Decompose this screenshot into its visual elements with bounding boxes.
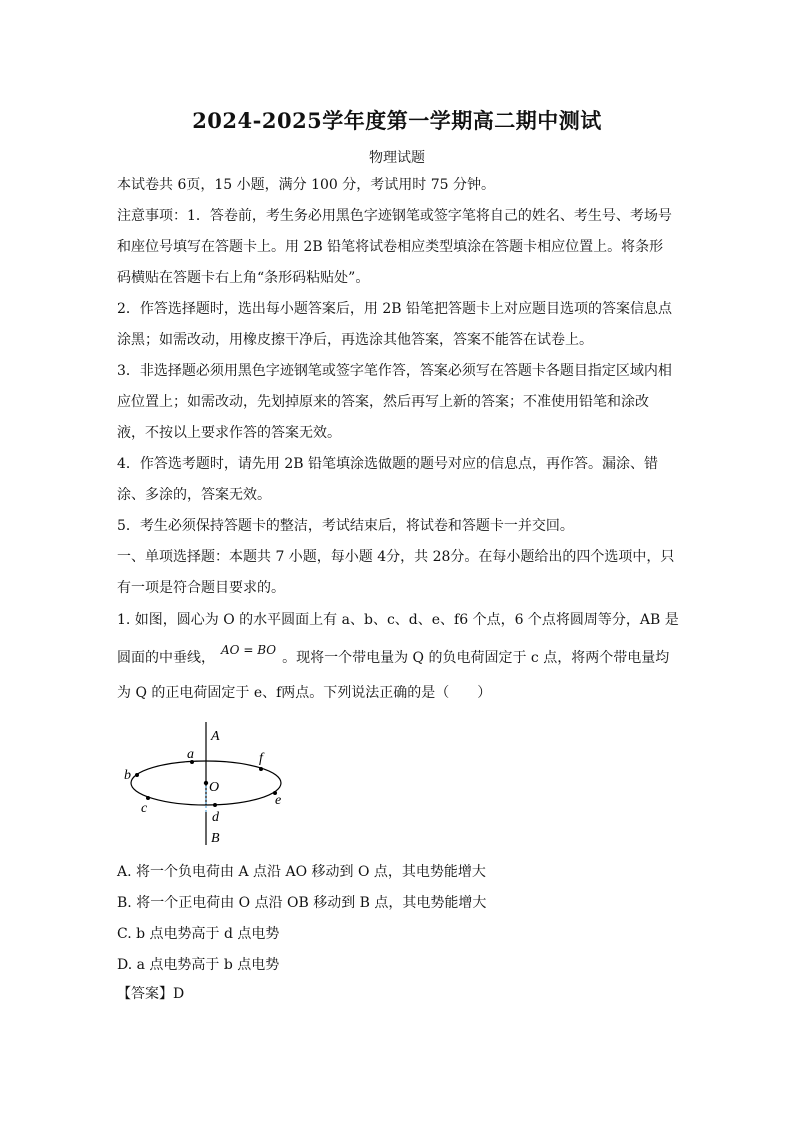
point-b bbox=[135, 773, 139, 777]
notes-line-9: 4．作答选考题时，请先用 2B 铅笔填涂选做题的题号对应的信息点，再作答。漏涂、错 bbox=[117, 456, 659, 472]
notes-line-5: 涂黑；如需改动，用橡皮擦干净后，再选涂其他答案，答案不能答在试卷上。 bbox=[117, 332, 593, 348]
label-f: f bbox=[259, 751, 263, 766]
label-e: e bbox=[275, 793, 282, 808]
option-a: A. 将一个负电荷由 A 点沿 AO 移动到 O 点，其电势能增大 bbox=[117, 864, 486, 880]
question-line-3: 为 Q 的正电荷固定于 e、f两点。下列说法正确的是（ ） bbox=[117, 685, 492, 701]
notes-line-1: 注意事项：1．答卷前，考生务必用黑色字迹钢笔或签字笔将自己的姓名、考生号、考场号 bbox=[117, 208, 672, 224]
notes-line-7: 应位置上；如需改动，先划掉原来的答案，然后再写上新的答案；不准使用铅笔和涂改 bbox=[117, 394, 649, 410]
notes-line-4: 2．作答选择题时，选出每小题答案后，用 2B 铅笔把答题卡上对应题目选项的答案信息点 bbox=[117, 301, 673, 317]
question-line-2 bbox=[117, 643, 687, 674]
notes-line-10: 涂、多涂的，答案无效。 bbox=[117, 487, 271, 503]
label-b: b bbox=[124, 768, 131, 783]
answer-text: 【答案】D bbox=[117, 986, 185, 1002]
section-heading-2: 有一项是符合题目要求的。 bbox=[117, 580, 285, 596]
question-line-2a: 圆面的中垂线， bbox=[117, 650, 215, 666]
label-a: a bbox=[187, 747, 194, 762]
circle-figure bbox=[120, 720, 295, 850]
notes-line-6: 3．非选择题必须用黑色字迹钢笔或签字笔作答，答案必须写在答题卡各题目指定区域内相 bbox=[117, 363, 672, 379]
point-d bbox=[213, 803, 217, 807]
section-heading-1: 一、单项选择题：本题共 7 小题，每小题 4分，共 28分。在每小题给出的四个选项中，只 bbox=[117, 549, 675, 565]
question-line-1: 1. 如图，圆心为 O 的水平圆面上有 a、b、c、d、e、f6 个点，6 个点将圆周等分，AB 是 bbox=[117, 612, 679, 628]
option-d: D. a 点电势高于 b 点电势 bbox=[117, 957, 280, 973]
label-d: d bbox=[212, 810, 219, 825]
question-line-2b: 。现将一个带电量为 Q 的负电荷固定于 c 点，将两个带电量均 bbox=[282, 650, 670, 666]
notes-line-2: 和座位号填写在答题卡上。用 2B 铅笔将试卷相应类型填涂在答题卡相应位置上。将条形 bbox=[117, 239, 664, 255]
label-a-upper: A bbox=[211, 729, 220, 744]
formula-ao-bo: AO = BO bbox=[221, 643, 277, 657]
page-title: 2024-2025学年度第一学期高二期中测试 bbox=[192, 108, 602, 133]
intro-text: 本试卷共 6页，15 小题，满分 100 分，考试用时 75 分钟。 bbox=[117, 177, 495, 193]
notes-line-3: 码横贴在答题卡右上角“条形码粘贴处”。 bbox=[117, 270, 370, 286]
notes-line-11: 5．考生必须保持答题卡的整洁，考试结束后，将试卷和答题卡一并交回。 bbox=[117, 518, 574, 534]
point-o bbox=[204, 781, 208, 785]
point-c bbox=[146, 796, 150, 800]
label-b-upper: B bbox=[211, 831, 220, 846]
option-c: C. b 点电势高于 d 点电势 bbox=[117, 926, 280, 942]
label-o: O bbox=[209, 780, 220, 795]
option-b: B. 将一个正电荷由 O 点沿 OB 移动到 B 点，其电势能增大 bbox=[117, 895, 487, 911]
notes-line-8: 液，不按以上要求作答的答案无效。 bbox=[117, 425, 341, 441]
point-f bbox=[259, 767, 263, 771]
page-subtitle: 物理试题 bbox=[369, 150, 425, 166]
label-c: c bbox=[141, 801, 148, 816]
